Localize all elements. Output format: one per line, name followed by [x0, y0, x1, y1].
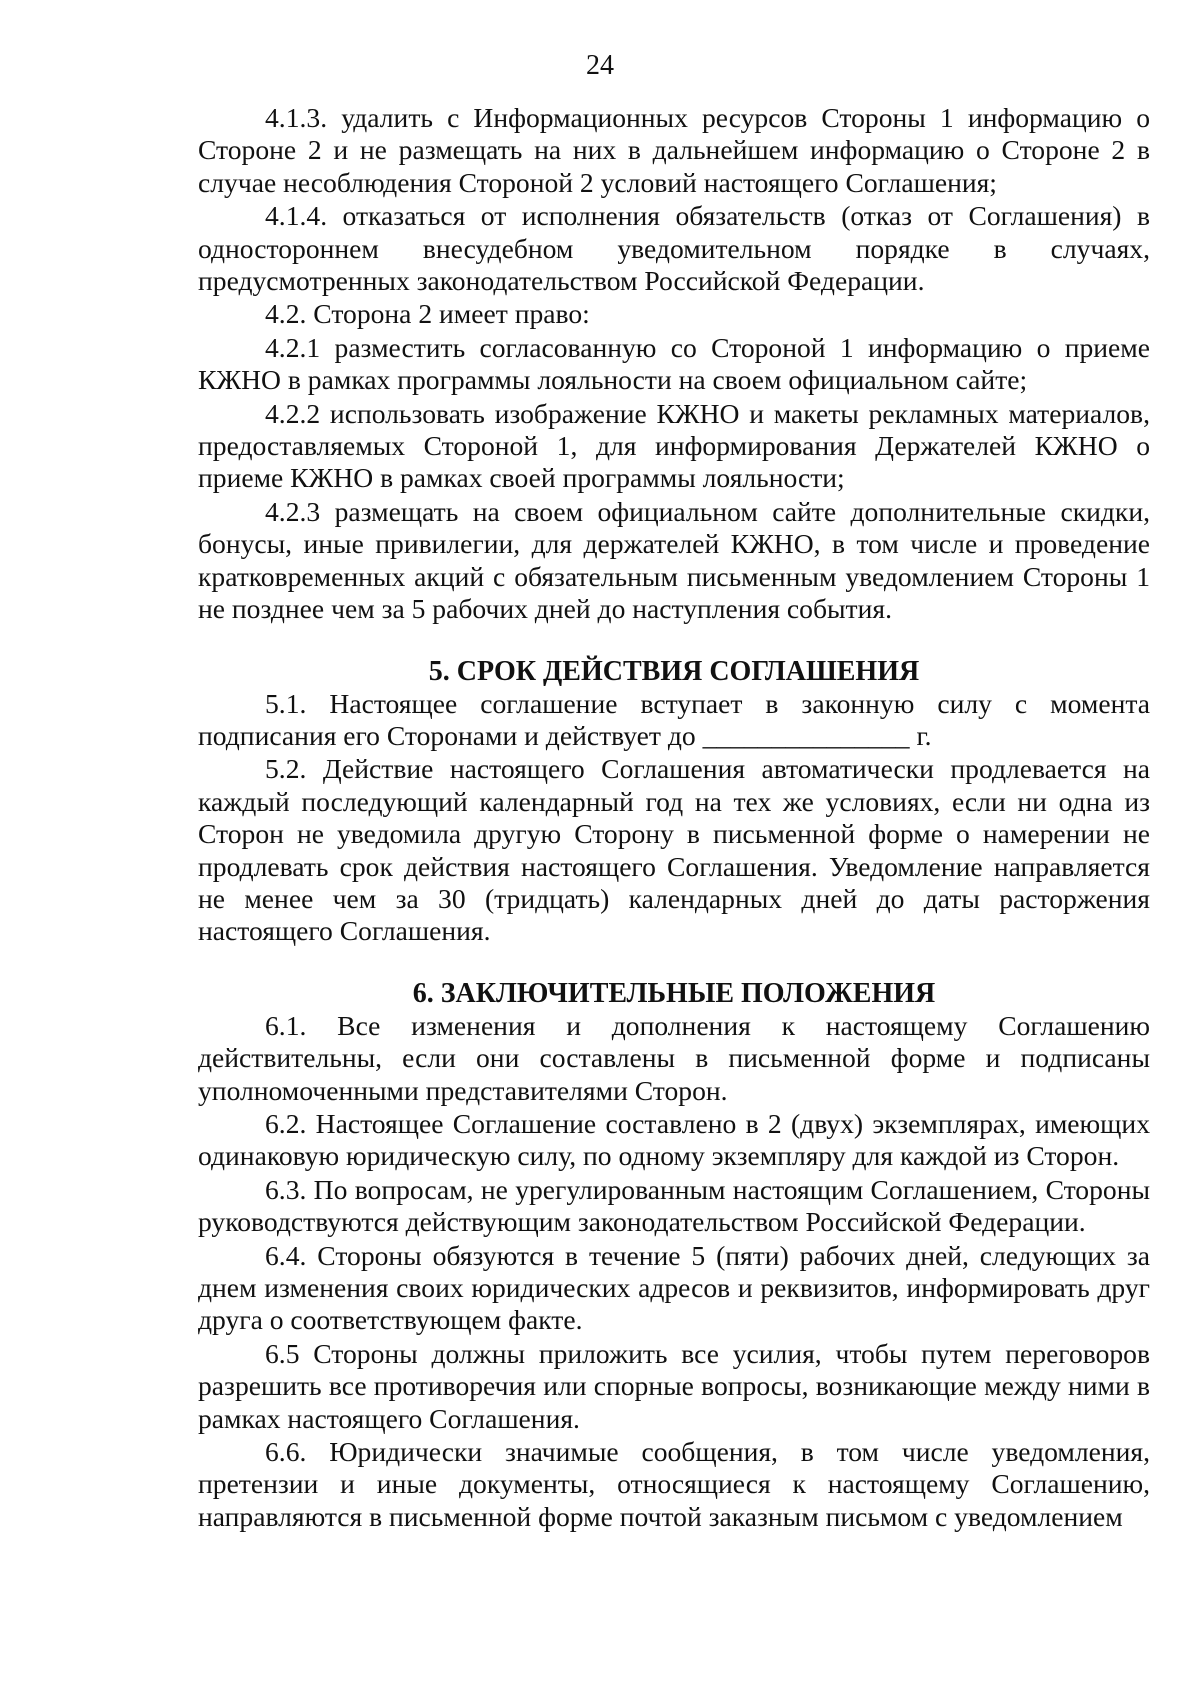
clause-6-4: 6.4. Стороны обязуются в течение 5 (пяти) рабочих дней, следующих за днем изменения своих юридических адресов и реквизитов, информировать друг друга о соответствующем факте.: [198, 1239, 1150, 1336]
clause-5-2: 5.2. Действие настоящего Соглашения автоматически продлевается на каждый последующий календарный год на тех же условиях, если ни одна из Сторон не уведомила другую Сторону в письменной форме о намерении не продлевать срок действия настоящего Соглашения. Уведомление направляется не менее чем за 30 (тридцать) календарных дней до даты расторжения настоящего Соглашения.: [198, 753, 1150, 947]
clause-4-1-4: 4.1.4. отказаться от исполнения обязательств (отказ от Соглашения) в одностороннем внесудебном уведомительном порядке в случаях, предусмотренных законодательством Российской Федерации.: [198, 200, 1150, 297]
clause-4-2: 4.2. Сторона 2 имеет право:: [265, 298, 590, 330]
section-5-heading: 5. СРОК ДЕЙСТВИЯ СОГЛАШЕНИЯ: [428, 655, 920, 687]
clause-4-2-3: 4.2.3 размещать на своем официальном сайте дополнительные скидки, бонусы, иные привилегии, для держателей КЖНО, в том числе и проведение кратковременных акций с обязательным письменным уведомлением Стороны 1 не позднее чем за 5 рабочих дней до наступления события.: [198, 495, 1150, 625]
section-6-heading: 6. ЗАКЛЮЧИТЕЛЬНЫЕ ПОЛОЖЕНИЯ: [412, 977, 936, 1009]
document-body: [198, 102, 1150, 1534]
clause-4-2-1: 4.2.1 разместить согласованную со Стороной 1 информацию о приеме КЖНО в рамках программы лояльности на своем официальном сайте;: [198, 331, 1150, 396]
clause-4-2-2: 4.2.2 использовать изображение КЖНО и макеты рекламных материалов, предоставляемых Стороной 1, для информирования Держателей КЖНО о приеме КЖНО в рамках своей программы лояльности;: [198, 397, 1150, 494]
clause-4-1-3: 4.1.3. удалить с Информационных ресурсов Стороны 1 информацию о Стороне 2 и не размещать на них в дальнейшем информацию о Стороне 2 в случае несоблюдения Стороной 2 условий настоящего Соглашения;: [198, 102, 1150, 198]
clause-6-5: 6.5 Стороны должны приложить все усилия, чтобы путем переговоров разрешить все противоречия или спорные вопросы, возникающие между ними в рамках настоящего Соглашения.: [198, 1337, 1150, 1434]
clause-5-1: 5.1. Настоящее соглашение вступает в законную силу с момента подписания его Сторонами и действует до _______________ г.: [198, 687, 1150, 751]
clause-6-2: 6.2. Настоящее Соглашение составлено в 2 (двух) экземплярах, имеющих одинаковую юридическую силу, по одному экземпляру для каждой из Сторон.: [198, 1107, 1150, 1172]
clause-6-1: 6.1. Все изменения и дополнения к настоящему Соглашению действительны, если они составлены в письменной форме и подписаны уполномоченными представителями Сторон.: [198, 1009, 1150, 1106]
page-number: 24: [586, 50, 614, 81]
clause-6-6: 6.6. Юридически значимые сообщения, в том числе уведомления, претензии и иные документы, относящиеся к настоящему Соглашению, направляются в письменной форме почтой заказным письмом с уведомлением: [198, 1436, 1150, 1532]
clause-6-3: 6.3. По вопросам, не урегулированным настоящим Соглашением, Стороны руководствуются действующим законодательством Российской Федерации.: [198, 1173, 1150, 1238]
